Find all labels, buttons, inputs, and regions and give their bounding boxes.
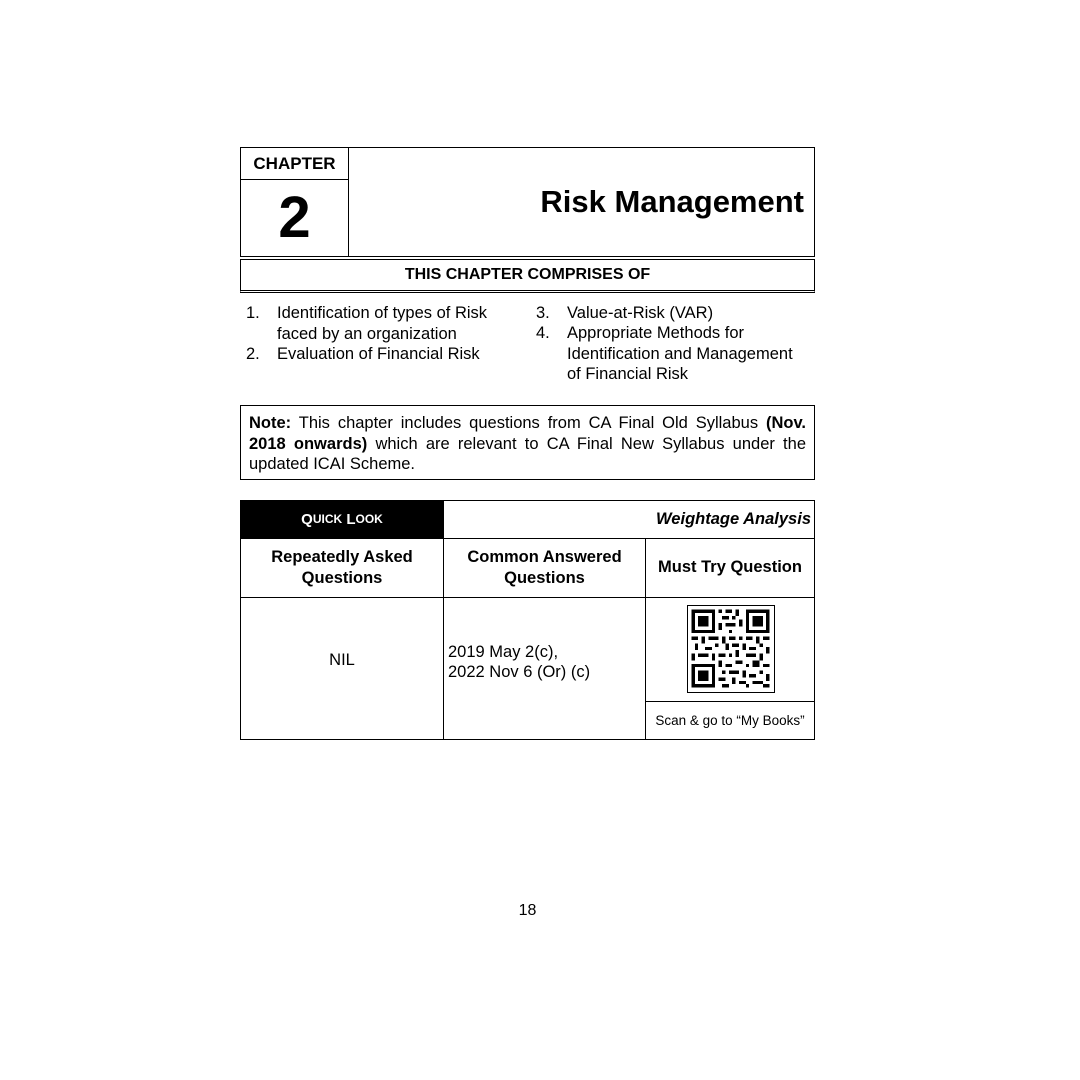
topic-text: of Financial Risk [567,365,689,383]
topic-number: 2. [246,345,260,363]
topic-text: Identification and Management [567,344,793,363]
topic-text: Identification of types of Risk [277,304,488,322]
quick-look-table [240,500,815,740]
topic-item [536,323,793,385]
chapter-title: Risk Management [540,184,804,219]
comprises-heading: THIS CHAPTER COMPRISES OF [240,259,815,293]
note-text: This chapter includes questions from CA Final Old Syllabus [291,414,766,432]
quick-look-cap: L [346,510,356,528]
chapter-label: CHAPTER [241,148,348,180]
question-ref: 2019 May 2(c), [448,642,559,661]
quick-look-label [241,501,443,538]
common-answered-values [448,642,643,683]
topic-number: 3. [536,304,550,322]
note-text: which are relevant to CA Final New Syllabus under the updated ICAI Scheme. [249,434,806,473]
quick-look-cap: Q [301,510,313,528]
repeatedly-asked-value: NIL [329,650,355,669]
chapter-number-box [241,148,349,256]
column-header-must-try: Must Try Question [658,558,802,577]
header-line: Questions [504,568,585,587]
header-line: Repeatedly Asked [271,548,413,566]
topic-item [536,303,713,324]
topics-list [240,293,815,405]
chapter-page [240,147,815,740]
topic-item [246,303,487,344]
topic-text: Appropriate Methods for [567,324,745,342]
header-line: Questions [301,568,383,587]
scan-instruction: Scan & go to “My Books” [655,712,805,728]
weightage-analysis-label: Weightage Analysis [443,501,814,538]
column-header-common-answered [444,539,645,597]
topic-text: Value-at-Risk (VAR) [567,304,714,322]
topic-number: 4. [536,324,550,342]
topic-text: Evaluation of Financial Risk [277,345,480,363]
topic-item [246,344,480,365]
question-ref: 2022 Nov 6 (Or) (c) [448,663,591,681]
topic-text: faced by an organization [277,324,457,343]
note-label: Note: [249,414,292,432]
page-number: 18 [518,902,537,919]
topic-number: 1. [246,304,260,322]
qr-code-icon[interactable] [687,605,775,693]
syllabus-note [240,405,815,480]
note-bold-text: (Nov. 2018 onwards) [249,414,806,453]
chapter-number: 2 [278,185,311,250]
header-line: Common Answered [467,548,622,566]
quick-look-small-caps: OOK [355,512,383,526]
quick-look-small-caps: UICK [312,512,343,526]
column-header-repeatedly-asked [241,539,443,597]
chapter-header [240,147,815,257]
